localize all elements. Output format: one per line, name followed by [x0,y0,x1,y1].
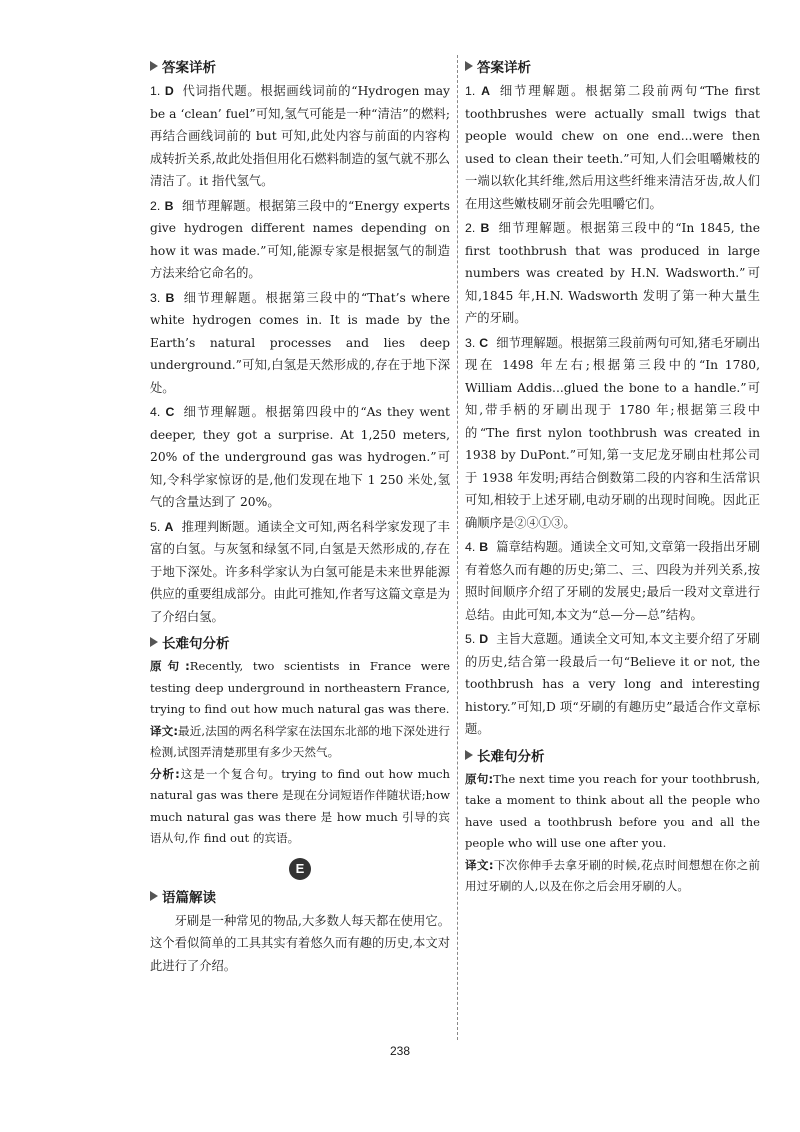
question-number: 5. [465,632,476,646]
question-number: 4. [150,405,161,419]
answer-letter: A [481,84,490,98]
column-divider [457,55,458,1040]
question-number: 2. [150,198,161,213]
answer-item [150,80,450,193]
triangle-bullet-icon [465,61,473,71]
answer-letter: D [164,84,174,98]
passage-intro: 牙刷是一种常见的物品,大多数人每天都在使用它。这个看似简单的工具其实有着悠久而有趣的历史,本文对此进行了介绍。 [150,913,450,973]
question-number: 5. [150,519,161,534]
question-number: 3. [465,335,476,350]
explanation-text: 细节理解题。根据第三段中的“That’s where white hydrogen comes in. It is made by the Earth’s natural processes and lies deep underground.”可知,白氢是天然形成的,存在于地下深处。 [150,290,450,395]
question-number: 1. [465,84,476,98]
page-number: 238 [389,1044,411,1058]
answer-analysis-heading: 答案详析 [150,56,450,76]
answer-item [465,332,760,535]
answer-item [465,628,760,741]
answer-item [465,217,760,330]
passage-badge: E [150,858,450,880]
translation: 译文:下次你伸手去拿牙刷的时候,花点时间想想在你之前用过牙刷的人,以及在你之后会用牙刷的人。 [465,857,760,893]
answer-analysis-heading: 答案详析 [465,56,760,76]
question-number: 4. [465,540,476,554]
answer-item [150,516,450,629]
explanation-text: 篇章结构题。通读全文可知,文章第一段指出牙刷有着悠久而有趣的历史;第二、三、四段为并列关系,按照时间顺序介绍了牙刷的发展史;最后一段对文章进行总结。由此可知,本文为“总—分—总”结构。 [465,540,760,622]
explanation-text: 细节理解题。根据第三段前两句可知,猪毛牙刷出现在 1498 年左右;根据第三段中的“In 1780, William Addis...glued the bone to a handle.”可知,带手柄的牙刷出现于 1780 年;根据第三段中的“The first nylon toothbrush was created in 1938 by DuPont.”可知,第一支尼龙牙刷由杜邦公司于 1938 年发明;再结合倒数第二段的内容和生活常识可知,相较于上述牙刷,电动牙刷的出现时间晚。因此正确顺序是②④①③。 [465,335,760,530]
triangle-bullet-icon [150,637,158,647]
explanation-text: 主旨大意题。通读全文可知,本文主要介绍了牙刷的历史,结合第一段最后一句“Believe it or not, the toothbrush has a very long and interesting history.”可知,D 项“牙刷的有趣历史”最适合作文章标题。 [465,632,760,736]
explanation-text: 细节理解题。根据第三段中的“Energy experts give hydrogen different names depending on how it was made.”可知,能源专家是根据氢气的制造方法来给它命名的。 [150,198,450,280]
triangle-bullet-icon [465,750,473,760]
left-column [150,52,450,977]
triangle-bullet-icon [150,61,158,71]
explanation-text: 细节理解题。根据第三段中的“In 1845, the first toothbrush that was produced in large numbers was created by H.N. Wadsworth.”可知,1845 年,H.N. Wadsworth 发明了第一种大量生产的牙刷。 [465,221,760,325]
triangle-bullet-icon [150,891,158,901]
explanation-text: 代词指代题。根据画线词前的“Hydrogen may be a ‘clean’ fuel”可知,氢气可能是一种“清洁”的燃料;再结合画线词前的 but 可知,此处内容与前面的内容构成转折关系,故此处指但用化石燃料制造的氢气就不那么清洁了。it 指代氢气。 [150,84,450,188]
answer-item [465,536,760,626]
answer-letter: B [479,540,489,554]
passage-reading-heading: 语篇解读 [150,886,450,906]
answer-item [150,401,450,514]
answer-letter: B [164,198,174,213]
long-sentence-heading: 长难句分析 [150,632,450,652]
answer-list [465,80,760,741]
original-sentence: 原句:Recently, two scientists in France were testing deep underground in northeastern France, trying to find out how much natural gas was there. [150,659,450,716]
question-number: 3. [150,290,161,305]
answer-item [465,80,760,215]
answer-list [150,80,450,628]
answer-letter: C [165,405,175,419]
translation: 译文:最近,法国的两名科学家在法国东北部的地下深处进行检测,试图弄清楚那里有多少天然气。 [150,723,450,759]
answer-letter: C [479,335,489,350]
explanation-text: 细节理解题。根据第四段中的“As they went deeper, they got a surprise. At 1,250 meters, 20% of the underground gas was hydrogen.”可知,令科学家惊讶的是,他们发现在地下 1 250 米处,氢气的含量达到了 20%。 [150,405,451,509]
original-sentence: 原句:The next time you reach for your toothbrush, take a moment to think about all the people who have used a toothbrush before you and all the people who will use one after you. [465,771,760,850]
analysis: 分析:这是一个复合句。trying to find out how much natural gas was there 是现在分词短语作伴随状语;how much natural gas was there 是 how much 引导的宾语从句,作 find out 的宾语。 [150,766,450,845]
answer-item [150,195,450,285]
explanation-text: 推理判断题。通读全文可知,两名科学家发现了丰富的白氢。与灰氢和绿氢不同,白氢是天然形成的,存在于地下深处。许多科学家认为白氢可能是未来世界能源供应的重要组成部分。由此可推知,作者写这篇文章是为了介绍白氢。 [150,519,450,624]
answer-letter: A [164,519,174,534]
question-number: 2. [465,221,476,235]
answer-letter: B [480,221,490,235]
long-sentence-heading: 长难句分析 [465,745,760,765]
right-column [465,52,760,898]
answer-item [150,287,450,400]
answer-letter: B [165,290,175,305]
explanation-text: 细节理解题。根据第二段前两句“The first toothbrushes were actually small twigs that people would chew on one end...were then used to clean their teeth.”可知,人们会咀嚼嫩枝的一端以软化其纤维,然后用这些纤维来清洁牙齿,故人们在用这些嫩枝刷牙前会先咀嚼它们。 [465,84,760,211]
question-number: 1. [150,84,161,98]
answer-letter: D [479,632,489,646]
